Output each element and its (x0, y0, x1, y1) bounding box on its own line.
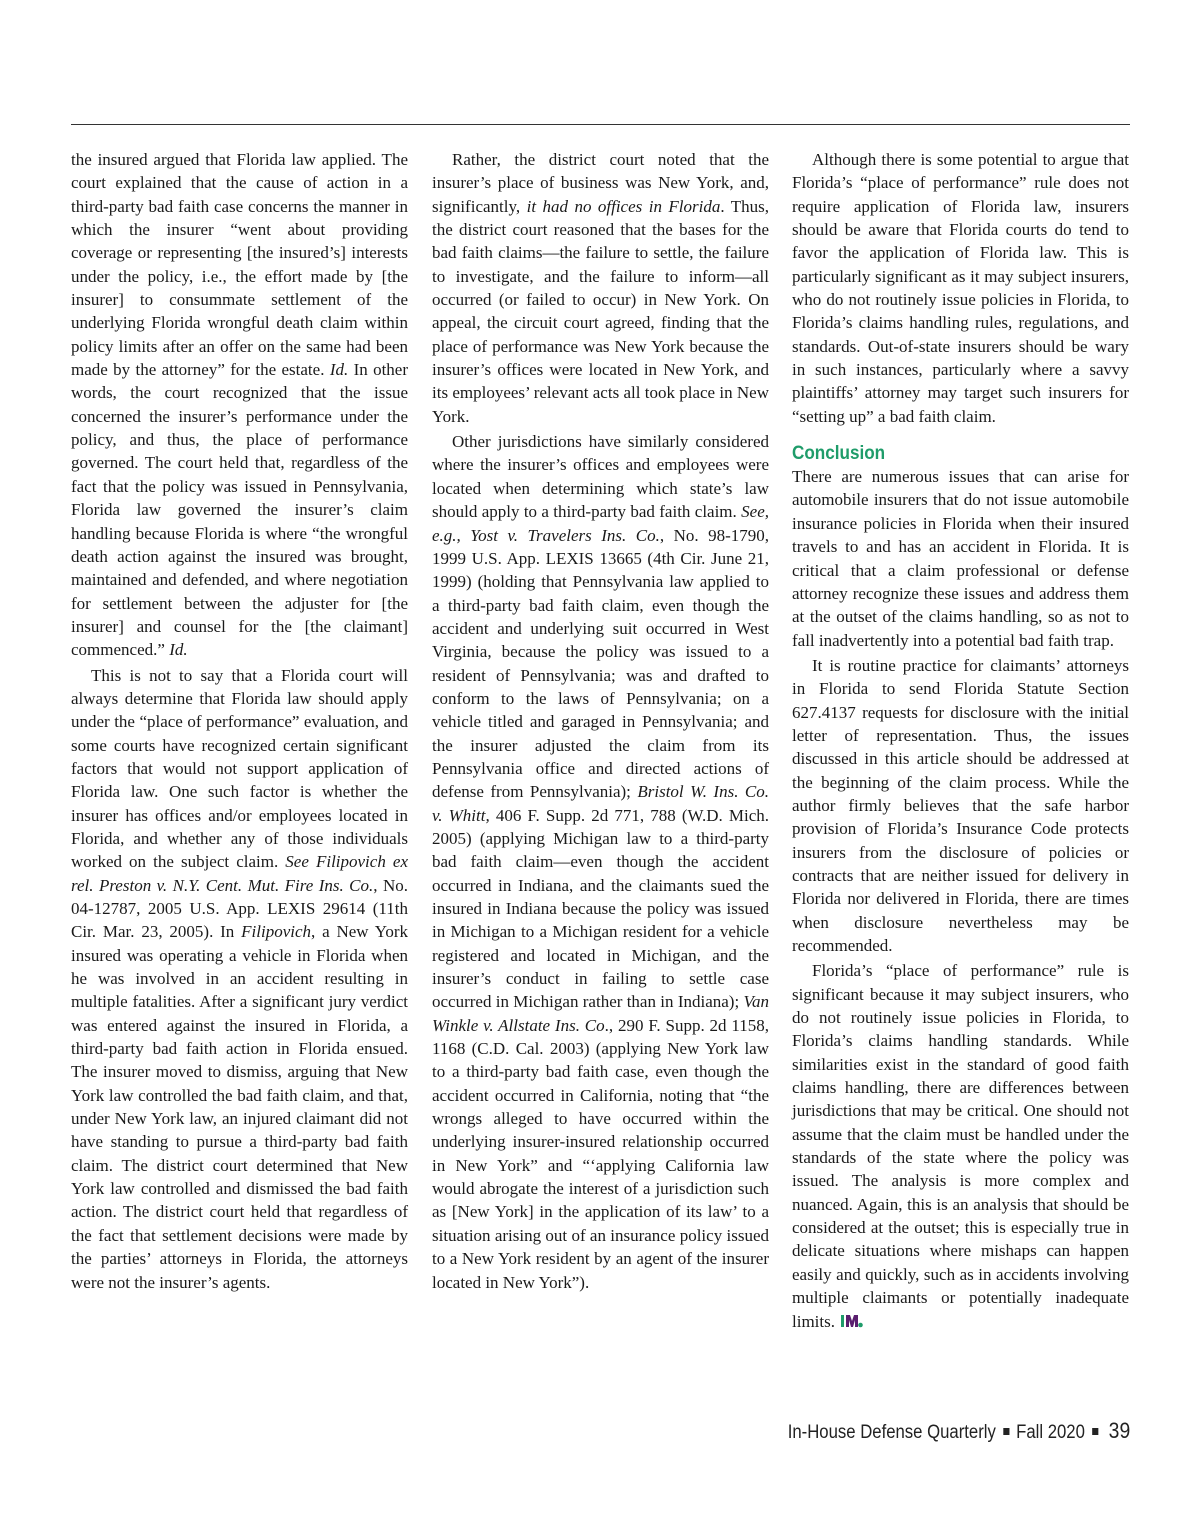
paragraph: It is routine practice for claimants’ attorneys in Florida to send Florida Statute Section 627.4137 requests for disclosure with the initial letter of representation. Thus, the issues discussed in this article should be addressed at the beginning of the claim process. While the author firmly believes that the safe harbor provision of Florida’s Insurance Code protects insurers from the disclosure of policies or contracts that are neither issued for delivery in Florida nor delivered in Florida, there are times when disclosure nevertheless may be recommended. (792, 655, 1129, 955)
case-name: Filipovich (241, 922, 312, 942)
citation: Van Winkle v. Allstate Ins. Co (432, 992, 769, 1035)
text: , No. 04-12787, 2005 U.S. App. LEXIS 29614 (11th Cir. Mar. 23, 2005). In (71, 875, 408, 942)
page-number: 39 (1108, 1418, 1130, 1443)
section-heading: Conclusion (792, 443, 886, 465)
citation: Id. (329, 360, 349, 380)
bullet-separator (1003, 1428, 1009, 1435)
text: Rather, the district court noted that the insurer’s place of business was New York, and, significantly, (432, 150, 769, 216)
column-1 (71, 148, 408, 1294)
page-footer (787, 1418, 1130, 1444)
text: , No. 98-1790, 1999 U.S. App. LEXIS 13665 (4th Cir. June 21, 1999) (holding that Pennsylvania law applied to a third-party bad faith claim, even though the accident and underlying suit occurred in West Virginia, because the policy was issued to a resident of Pennsylvania; was and drafted to conform to the laws of Pennsylvania; on a vehicle titled and garaged in Pennsylvania; and the insurer adjusted the claim from its Pennsylvania office and directed actions of defense from Pennsylvania); (432, 525, 769, 802)
text: . Thus, the district court reasoned that the bases for the bad faith claims—the failure to settle, the failure to investigate, and the failure to inform—all occurred (or failed to occur) in New York. On appeal, the circuit court agreed, finding that the place of performance was New York because the insurer’s offices were located in New York, and its employees’ relevant acts all took place in New York. (432, 196, 769, 426)
paragraph (792, 959, 1129, 1333)
text: This is not to say that a Florida court will always determine that Florida law should apply under the “place of performance” evaluation, and some courts have recognized certain significant factors that would not support application of Florida law. One such factor is whether the insurer has offices and/or employees located in Florida, and whether any of those individuals worked on the subject claim. (71, 665, 408, 872)
emphasis: it had no offices in Florida (526, 196, 721, 216)
paragraph (71, 664, 408, 1294)
issue-label: Fall 2020 (1015, 1422, 1085, 1443)
paragraph (432, 148, 769, 428)
paragraph: There are numerous issues that can arise for automobile insurers that do not issue automobile insurance policies in Florida when their insured travels to and has an accident in Florida. It is critical that a claim professional or defense attorney recognize these issues and address them at the outset of the claims handling, so as not to fall inadvertently into a potential bad faith trap. (792, 467, 1129, 650)
paragraph: Although there is some potential to argue that Florida’s “place of performance” rule does not require application of Florida law, insurers should be aware that Florida courts do tend to favor the application of Florida law. This is particularly significant as it may subject insurers, who do not routinely issue policies in Florida, to Florida’s claims handling rules, regulations, and standards. Out-of-state insurers should be wary in such instances, particularly where a savvy plaintiffs’ attorney may target such insurers for “setting up” a bad faith claim. (792, 150, 1129, 426)
citation: Id. (169, 640, 188, 660)
column-2 (432, 148, 769, 1294)
paragraph (432, 430, 769, 1294)
text: In other words, the court recognized that the issue concerned the insurer’s performance under the policy, and thus, the place of performance governed. The court held that, regardless of the fact that the policy was issued in Pennsylvania, Florida law governed the insurer’s claim handling because Florida is where “the wrongful death action against the insured was brought, maintained and defended, and where negotiation for settlement between the adjuster for [the insurer] and counsel for the [the claimant] commenced.” (71, 360, 409, 660)
text: the insured argued that Florida law applied. The court explained that the cause of action in a third-party bad faith case concerns the manner in which the insurer “went about providing coverage or representing [the insured’s] interests under the policy, i.e., the effort made by [the insurer] to consummate settlement of the underlying Florida wrongful death claim within policy limits after an offer on the same had been made by the attorney” for the estate. (71, 150, 408, 380)
text: Florida’s “place of performance” rule is significant because it may subject insurers, who do not routinely issue policies in Florida, to Florida’s claims handling standards. While similarities exist in the standard of good faith claims handling, there are differences between jurisdictions that may be critical. One should not assume that the claim must be handled under the standards of the state where the policy was issued. The analysis is more complex and nuanced. Again, this is an analysis that should be considered at the outset; this is especially true in delicate situations where mishaps can happen easily and quickly, such as in accidents involving multiple claimants or potentially inadequate limits. (792, 961, 1129, 1331)
text: 406 F. Supp. 2d 771, 788 (W.D. Mich. 2005) (applying Michigan law to a third-party bad faith claim—even though the accident occurred in Indiana, and the claimants sued the insured in Indiana because the policy was issued in Michigan to a Michigan resident for a vehicle registered and located in Michigan, and the insurer’s conduct in failing to settle case occurred in Michigan rather than in Indiana); (432, 805, 769, 1012)
citation: See, e.g., Yost v. Travelers Ins. Co. (432, 502, 769, 545)
top-rule (71, 124, 1130, 125)
text: ., 290 F. Supp. 2d 1158, 1168 (C.D. Cal. 2003) (applying New York law to a third-party bad faith case, even though the accident occurred in California, noting that “the wrongs alleged to have occurred within the underlying insurer-insured relationship occurred in New York” and “‘applying California law would abrogate the interest of a jurisdiction such as [New York] in the application of its law’ to a situation arising out of an insurance policy issued to a New York resident by an agent of the insurer located in New York”). (432, 1015, 769, 1292)
paragraph (71, 148, 408, 662)
citation: See Filipovich ex rel. Preston v. N.Y. Cent. Mut. Fire Ins. Co. (71, 852, 408, 895)
text: Other jurisdictions have similarly considered where the insurer’s offices and employees were located when determining which state’s law should apply to a third-party bad faith claim. (432, 432, 769, 522)
column-3 (792, 148, 1129, 1333)
publication-name: In-House Defense Quarterly (787, 1422, 996, 1443)
bullet-separator (1092, 1428, 1098, 1435)
citation: Bristol W. Ins. Co. v. Whitt, (432, 782, 769, 825)
imq-end-mark-icon (841, 1314, 863, 1328)
text: , a New York insured was operating a vehicle in Florida when he was involved in an accident resulting in multiple fatalities. After a significant jury verdict was entered against the insured in Florida, a third-party bad faith action in Florida ensued. The insurer moved to dismiss, arguing that New York law controlled the bad faith claim, and that, under New York law, an injured claimant did not have standing to pursue a third-party bad faith claim. The district court determined that New York law controlled and dismissed the bad faith action. The district court held that regardless of the fact that settlement decisions were made by the parties’ attorneys in Florida, the attorneys were not the insurer’s agents. (71, 922, 408, 1292)
